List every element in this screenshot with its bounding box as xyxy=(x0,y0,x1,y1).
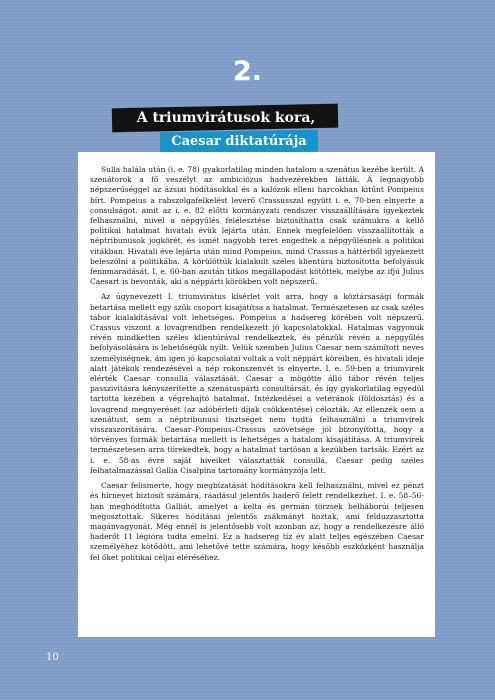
page-number: 10 xyxy=(46,652,59,663)
paragraph-1: Sulla halála után (i. e. 78) gyakorlatilag minden hatalom a szenátus kezébe került. A szenátorok a fő veszélyt az ambiciózus hadvezérekben látták. A legnagyobb népszerűséggel az ázsiai hódításokkal és a kalózok elleni harcokban kitűnt Pompeius bírt. Pompeius a rabszolgafelkelést leverő Crassusszal együtt i. e. 70-ben elnyerte a consulságot, amit az i. e. 82 előtti kormányzati rendszer visszaállítására igyekeztek felhasználni, mivel a népgyűlés felélesztése biztosíthatta csak számukra a kellő politikai hatalmat hivatali évük lejárta után. Ennek megfelelően visszaállították a néptribunusok jogkörét, és ismét nagyobb teret engedtek a népgyűlésnek a politikai vitákban. Hivatali éve lejárta után mind Pompeius, mind Crassus a háttérből igyekezett beleszólni a politikába. A körülöttük kialakult széles klientúra biztosította befolyásuk fennmaradását. I. e. 60-ban azután titkos megállapodást kötöttek, melybe az ifjú Julius Caesart is bevonták, aki a néppárti körökben volt népszerű. xyxy=(90,165,424,287)
paragraph-2: Az úgynevezett I. triumvirátus kísérlet volt arra, hogy a köztársasági formák betartása mellett egy szűk csoport kisajátítsa a hatalmat. Természetesen az csak széles tábor kialakításával volt lehetséges. Pompeius a hadsereg körében volt népszerű. Crassus viszont a lovagrendben rendelkezett jó kapcsolatokkal. Hatalmas vagyonuk révén mindketten széles klientúrával rendelkeztek, és pénzük révén a népgyűlés befolyásolására is lehetőségük nyílt. Velük szemben Julius Caesar nem számított neves személyiségnek, ám igen jó kapcsolatai voltak a volt néppárt köreiben, és hivatali ideje alatt játékok rendezésével a nép rokonszenvét is elnyerte. I. e. 59-ben a triumvirek elérték Caesar consullá választását. Caesar a mögötte álló tábor révén teljes passzivitásra kényszerítette a szenátuspárti consultársát, és így gyakorlatilag egyedül tartotta kezében a végrehajtó hatalmat. Intézkedései a veteránok (földosztás) és a lovagrend megnyerését (az adóbérleti díjak csökkentése) célozták. Az ellenzék sem a szenátust, sem a néptribunusi tisztséget nem tudta felhasználni a triumvirek visszaszorítására. Caesar–Pompeius–Crassus szövetsége jól bizonyította, hogy a törvényes formák betartása mellett is lehetséges a hatalom kisajátítása. A triumvirek természetesen arra törekedtek, hogy a hatalmat tartósan a kezükben tartsák. Ezért az i. e. 58-as évre saját híveiket választatták consullá, Caesar pedig széles felhatalmazással Gallia Cisalpina tartomány kormányzója lett. xyxy=(90,292,424,475)
chapter-title-line1: A triumvirátusok kora, xyxy=(136,110,316,126)
paragraph-3: Caesar felismerte, hogy megbízatását hódításokra kell felhasználni, mivel ez pénzt és hírnevet biztosít számára, ráadásul jelentős haderő felett rendelkezhet. I. e. 58–56-ban meghódította Galliát, amelyet a kelta és germán törzsek belháborúi teljesen megosztottak. Sikeres hódításai jelentős zsákmányt hoztak, ami felduzzasztotta magánvagyonát. Még ennél is jelentősebb volt azonban az, hogy a rendelkezésre álló haderőt 11 légióra tudta emelni. Ez a hadsereg tíz év alatt teljes egészében Caesar személyéhez kötődött, ami lehetővé tette számára, hogy később eszközként használja fel őket politikai céljai eléréséhez. xyxy=(90,481,424,562)
chapter-number: 2. xyxy=(232,56,263,87)
chapter-title-line2: Caesar diktatúrája xyxy=(171,134,307,149)
text-panel xyxy=(78,152,435,637)
